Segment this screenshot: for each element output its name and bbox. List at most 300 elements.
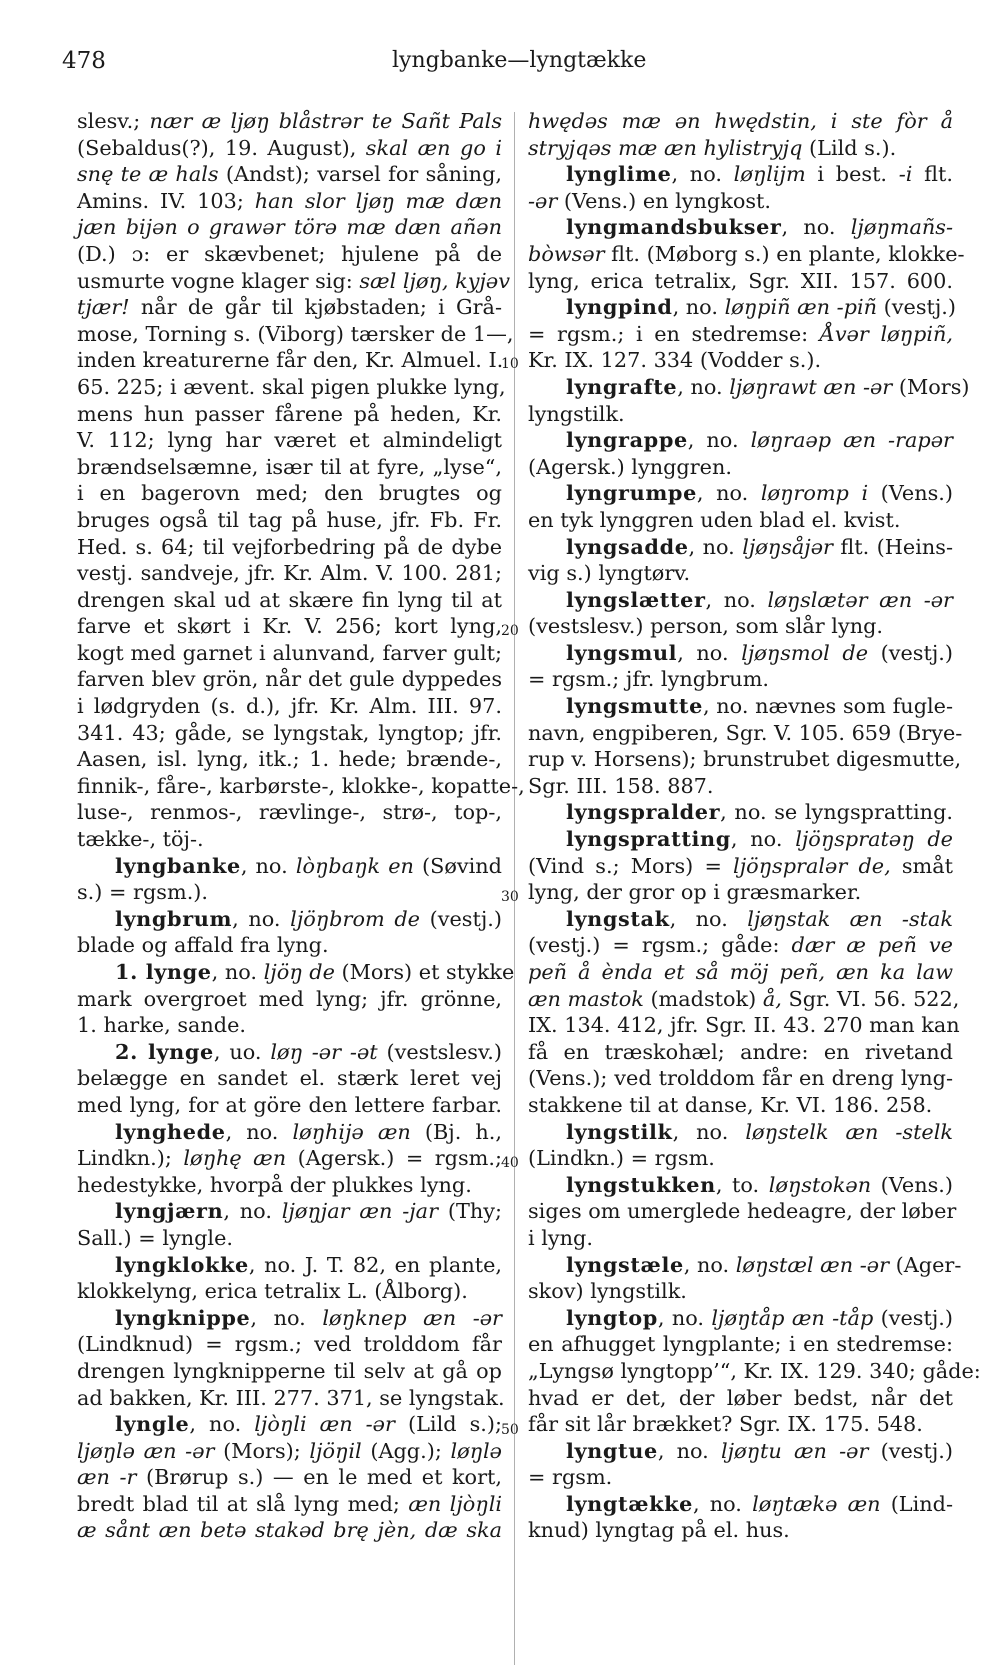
text-line [77,560,502,587]
text-line [77,773,525,800]
pronunciation-text: han slor ljøŋ mæ dæn [254,188,502,213]
pronunciation-text: snę te æ hals [77,162,219,187]
body-text: lyng, der gror op i græsmarker. [528,880,862,905]
text-line [528,1198,957,1225]
body-text: knud) lyngtag på el. hus. [528,1518,790,1543]
body-text: finnik-, fåre-, karbørste-, klokke-, kopatte-, [77,773,525,798]
body-text: , no. [211,960,264,984]
body-text: bredt blad til at slå lyng med; [77,1491,409,1516]
body-text: (Bj. h., [410,1119,503,1144]
pronunciation-text: løŋlijm [733,162,806,187]
body-text: (madstok) [643,986,763,1011]
body-text: i lødgryden (s. d.), jfr. Kr. Alm. III. 97. [77,694,502,719]
body-text: i best. [805,162,899,187]
entry-first-line [528,214,953,241]
text-line [528,1065,953,1092]
text-line [528,135,953,162]
pronunciation-text: lòŋbaŋk en [295,853,414,878]
body-text: , no. [657,1438,721,1463]
text-line [77,214,502,241]
headword: lyngsadde [566,533,689,559]
pronunciation-text: ljøŋsmol de [741,640,869,665]
body-text: , no. [687,428,751,453]
body-text: , no. [657,1305,712,1330]
text-line [528,1092,953,1119]
headword: lyngslætter [566,586,706,612]
text-line [77,1278,502,1305]
entry-first-line [77,906,502,933]
text-line [77,268,510,295]
pronunciation-text: -ər [528,188,558,213]
text-line [528,773,953,800]
text-line [528,1464,953,1491]
pronunciation-text: æ sånt æn betə stakəd brę jèn, dæ ska [77,1518,502,1543]
text-line [77,640,502,667]
body-text: V. 112; lyng har været et almindeligt [77,428,502,453]
body-text: (Vens.); ved trolddom får en dreng lyng- [528,1066,953,1091]
pronunciation-text: peñ å ènda et så möj peñ, æn ka law [528,960,953,984]
body-text: , no. [696,481,761,506]
text-line [528,321,953,348]
body-text: (vestslesv.) [377,1039,502,1064]
text-line [528,666,953,693]
entry-first-line [77,1198,502,1225]
body-text: (Agg.); [361,1438,451,1463]
text-line [528,1517,953,1544]
entry-first-line [528,1119,953,1146]
text-line [77,374,506,401]
headword: lyngsmutte [566,693,703,719]
body-text: Aasen, isl. lyng, itk.; 1. hede; brænde-, [77,747,502,772]
headword: lyngle [115,1411,190,1437]
pronunciation-text: løŋlə [450,1438,502,1463]
text-line [77,746,502,773]
body-text: , no. [677,374,730,399]
headword: lyngstæle [566,1251,684,1277]
pronunciation-text: løŋhę æn [183,1146,287,1171]
body-text: Sall.) = lyngle. [77,1225,233,1250]
text-line [77,666,502,693]
body-text: , no. [705,587,768,612]
text-line [77,188,502,215]
pronunciation-text: løŋpiñ æn -piñ [724,295,878,320]
text-line [528,1145,953,1172]
text-line [528,959,953,986]
pronunciation-text: skal æn go i [365,135,502,160]
body-text: mens hun passer fårene på heden, Kr. [77,401,502,426]
pronunciation-text: hwędəs mæ ən hwędstin, i ste fòr å [528,109,953,133]
entry-first-line [528,427,953,454]
headword: lyngknippe [115,1304,251,1330]
body-text: hedestykke, hvorpå der plukkes lyng. [77,1172,472,1197]
body-text: Hed. s. 64; til vejforbedring på de dybe [77,534,502,559]
body-text: , no. J. T. 82, en plante, [248,1252,502,1277]
body-text: flt. (Møborg s.) en plante, klokke- [604,241,965,266]
entry-first-line [77,1119,502,1146]
text-line [77,1331,502,1358]
body-text: belægge en sandet el. stærk leret vej [77,1066,502,1091]
headword: lyngmandsbukser [566,214,782,240]
entry-first-line [528,640,953,667]
body-text: i en bagerovn med; den brugtes og [77,481,502,506]
text-line [528,347,953,374]
pronunciation-text: løŋromp i [760,481,869,506]
entry-first-line [528,161,953,188]
pronunciation-text: -i [898,162,913,187]
pronunciation-text: løŋknep æn -ər [322,1305,502,1330]
body-text: (Lind- [880,1491,954,1516]
text-line [528,932,953,959]
text-line [528,241,965,268]
body-text: (Søvind [413,853,502,878]
body-text: når de går til kjøbstaden; i Grå- [129,295,502,320]
pronunciation-text: nær æ ljøŋ blåstrər te Sañt Pals [149,109,502,133]
pronunciation-text: løŋstæl æn -ər [735,1252,890,1277]
body-text: , uo. [213,1039,271,1064]
body-text: blade og affald fra lyng. [77,933,329,958]
text-line [528,1039,953,1066]
body-text: (Vens.) en lyngkost. [557,188,772,213]
body-text: småt [890,853,953,878]
text-line [77,720,502,747]
body-text: , no. [730,827,796,852]
body-text: (vestj.) [877,295,957,320]
body-text: vestj. sandveje, jfr. Kr. Alm. V. 100. 281; [77,561,502,586]
body-text: , no. [232,906,291,931]
text-line [528,454,953,481]
entry-first-line [528,906,953,933]
text-line [77,932,502,959]
headword: lyngtække [566,1490,693,1516]
text-line [77,534,502,561]
text-line [77,587,502,614]
body-text: , no. [672,1119,746,1144]
text-line [528,613,953,640]
headword: lyngrappe [566,427,688,453]
pronunciation-text: løŋ -ər -ət [270,1039,378,1064]
pronunciation-text: ljòŋli æn -ər [254,1412,395,1437]
pronunciation-text: ljøŋsåjər [742,534,833,559]
pronunciation-text: Åvər løŋpiñ, [819,321,953,346]
body-text: (Lindkn.) = rgsm. [528,1146,715,1171]
text-line [77,1172,502,1199]
line-number: 20 [501,623,519,639]
pronunciation-text: bòwsər [528,241,605,266]
body-text: (Vens.) [871,1172,953,1197]
body-text: „Lyngsø lyngtopp’“, Kr. IX. 129. 340; gåde: [528,1358,981,1383]
body-text: en afhugget lyngplante; i en stedremse: [528,1332,953,1357]
body-text: (Brørup s.) — en le med et kort, [136,1465,502,1490]
entry-first-line [77,853,502,880]
text-line [528,1385,953,1412]
body-text: navn, engpiberen, Sgr. V. 105. 659 (Brye- [528,720,963,745]
text-line [528,401,953,428]
body-text: (vestj.) [868,640,954,665]
text-line [77,241,502,268]
pronunciation-text: ljøŋstak æn -stak [747,906,953,931]
entry-first-line [528,1491,953,1518]
entry-first-line [528,534,953,561]
headword: lyngtue [566,1437,658,1463]
body-text: , no. [672,295,725,320]
body-text: skov) lyngstilk. [528,1279,687,1304]
entry-first-line [528,1172,953,1199]
pronunciation-text: løŋstelk æn -stelk [745,1119,953,1144]
entry-first-line [77,959,515,986]
body-text: kogt med garnet i alunvand, farver gult; [77,640,502,665]
body-text: , no. [677,640,742,665]
text-line [77,1065,502,1092]
body-text: Sgr. III. 158. 887. [528,773,714,798]
entry-first-line [528,1251,962,1279]
entry-first-line [528,799,953,826]
text-line [77,1464,502,1491]
body-text: vig s.) lyngtørv. [528,561,691,586]
text-line [528,268,953,295]
body-text: luse-, renmos-, rævlinge-, strø-, top-, [77,800,502,825]
headword: 2. lynge [115,1038,214,1064]
text-line [77,1092,502,1119]
entry-first-line [77,1305,502,1332]
pronunciation-text: ljöŋspralər de, [733,853,891,878]
body-text: (Ager- [889,1252,962,1277]
entry-first-line [528,373,970,401]
body-text: (Andst); varsel for såning, [218,162,502,187]
entry-first-line [528,480,953,507]
text-line [77,1358,502,1385]
text-line [528,560,953,587]
text-line [77,454,502,481]
text-line [77,321,514,348]
pronunciation-text: løŋslætər æn -ər [767,587,953,612]
text-line [77,613,502,640]
entry-first-line [528,294,957,321]
pronunciation-text: tjær! [77,295,130,320]
body-text: 65. 225; i ævent. skal pigen plukke lyng, [77,374,506,399]
body-text: drengen lyngknipperne til selv at gå op [77,1358,502,1383]
text-line [528,188,953,215]
pronunciation-text: løŋstokən [768,1172,872,1197]
text-line [77,986,502,1013]
text-line [77,1491,502,1518]
body-text: (Vind s.; Mors) = [528,853,734,878]
entry-first-line [77,1252,502,1279]
body-text: , no. [250,1305,323,1330]
headword: lyngpind [566,294,673,320]
page-number: 478 [62,48,106,74]
pronunciation-text: å, [762,986,782,1011]
right-column [528,108,981,1544]
text-line [77,427,502,454]
entry-first-line [528,826,953,853]
pronunciation-text: æn mastok [528,986,644,1011]
line-number: 40 [501,1155,519,1171]
body-text: (Sebaldus(?), 19. August), [77,135,366,160]
body-text: s.) = rgsm.). [77,880,209,905]
headword: lynghede [115,1118,226,1144]
text-line [77,1438,502,1465]
headword: lyngstak [566,905,670,931]
body-text: farve et skørt i Kr. V. 256; kort lyng, [77,614,502,639]
body-text: mark overgroet med lyng; jfr. grönne, [77,986,502,1011]
body-text: = rgsm.; jfr. lyngbrum. [528,667,770,692]
entry-first-line [528,1305,953,1332]
text-line [77,826,502,853]
body-text: tække-, töj-. [77,827,204,852]
body-text: Kr. IX. 127. 334 (Vodder s.). [528,348,822,373]
entry-first-line [77,1411,502,1438]
text-line [77,294,502,321]
body-text: , no. [683,1252,736,1277]
body-text: (vestj.) [873,1305,954,1330]
body-text: hvad er det, der løber bedst, når det [528,1385,953,1410]
body-text: (Lild s.). [802,135,897,160]
text-line [77,693,502,720]
line-number: 50 [501,1422,519,1438]
body-text: (Mors); [214,1438,310,1463]
entry-first-line [77,1039,502,1066]
body-text: , no. [781,215,851,240]
pronunciation-text: æn -r [77,1465,137,1490]
pronunciation-text: sæl ljøŋ, kyjəv [359,268,510,293]
text-line [77,507,502,534]
pronunciation-text: løŋtækə æn [752,1491,881,1516]
pronunciation-text: stryjqəs mæ æn hylistryjq [528,135,803,160]
body-text: (Mors) [892,374,970,399]
body-text: bruges også til tag på huse, jfr. Fb. Fr. [77,507,502,532]
text-line [77,1517,502,1544]
headword: lyngjærn [115,1198,224,1224]
body-text: (vestslesv.) person, som slår lyng. [528,614,884,639]
body-text: = rgsm. [528,1465,613,1490]
body-text: mose, Torning s. (Viborg) tærsker de 1—, [77,321,514,346]
body-text: rup v. Horsens); brunstrubet digesmutte, [528,747,962,772]
headword: lyngspralder [566,799,721,825]
body-text: , no. [223,1199,282,1224]
body-text: slesv.; [77,109,150,133]
body-text: (Lindknud) = rgsm.; ved trolddom får [77,1332,502,1357]
headword: lyngrafte [566,373,678,399]
body-text: stakkene til at danse, Kr. VI. 186. 258. [528,1092,933,1117]
headword: lynglime [566,161,672,187]
body-text: 341. 43; gåde, se lyngstak, lyngtop; jfr. [77,720,502,745]
text-line [528,720,963,747]
line-number: 10 [501,356,519,372]
pronunciation-text: ljøŋlə æn -ər [77,1438,215,1463]
text-line [77,1145,502,1172]
text-line [77,879,502,906]
pronunciation-text: ljøŋjar æn -jar [281,1199,439,1224]
body-text: får sit lår brækket? Sgr. IX. 175. 548. [528,1412,923,1437]
body-text: , no. [692,1491,753,1516]
text-line [77,1225,502,1252]
body-text: , to. [715,1172,769,1197]
text-line [77,161,502,188]
pronunciation-text: ljöŋil [309,1438,362,1463]
body-text: , no. se lyngspratting. [720,800,953,825]
text-line [528,108,953,135]
headword: lyngklokke [115,1251,249,1277]
text-line [528,507,953,534]
body-text: flt. (Heins- [832,534,953,559]
text-line [77,108,502,135]
pronunciation-text: løŋhijə æn [292,1119,411,1144]
body-text: Amins. IV. 103; [77,188,255,213]
body-text: , no. [669,906,748,931]
line-number: 30 [501,889,519,905]
headword: lyngstilk [566,1118,673,1144]
body-text: (Lild s.); [394,1412,502,1437]
body-text: (Agersk.) lynggren. [528,454,732,479]
body-text: ad bakken, Kr. III. 277. 371, se lyngstak. [77,1385,505,1410]
headword: lyngrumpe [566,480,697,506]
text-line [528,853,953,880]
body-text: (vestj.) = rgsm.; gåde: [528,933,792,958]
text-line [528,1012,960,1039]
pronunciation-text: ljøŋrawt æn -ər [729,374,893,399]
body-text: siges om umerglede hedeagre, der løber [528,1199,957,1224]
body-text: (Vens.) [868,481,953,506]
headword: lyngbrum [115,905,233,931]
pronunciation-text: ljöŋbrom de [290,906,420,931]
text-line [77,480,502,507]
body-text: (vestj.) [868,1438,953,1463]
pronunciation-text: ljøŋtu æn -ər [721,1438,869,1463]
body-text: Lindkn.); [77,1146,184,1171]
pronunciation-text: ljøŋmañs- [850,215,953,240]
body-text: flt. [912,162,953,187]
body-text: inden kreaturerne får den, Kr. Almuel. I. [77,348,504,373]
pronunciation-text: løŋraəp æn -rapər [750,428,953,453]
pronunciation-text: jæn bijən o grawər törə mæ dæn añən [77,215,502,240]
body-text: drengen skal ud at skære fin lyng til at [77,587,502,612]
page-header [62,48,950,88]
body-text: brændselsæmne, især til at fyre, „lyse“, [77,454,502,479]
pronunciation-text: dær æ peñ ve [791,933,953,958]
headword: 1. lynge [115,959,212,984]
text-line [528,1411,953,1438]
pronunciation-text: ljøŋtåp æn -tåp [711,1305,874,1330]
body-text: , no. nævnes som fugle- [702,694,953,719]
body-text: , no. [189,1412,255,1437]
text-line [77,799,502,826]
pronunciation-text: æn ljòŋli [408,1491,502,1516]
text-line [77,1012,502,1039]
body-text: i lyng. [528,1225,593,1250]
body-text: (D.) ɔ: er skævbenet; hjulene på de [77,241,502,266]
pronunciation-text: ljöŋspratəŋ de [795,827,953,852]
text-line [528,986,960,1013]
headword: lyngsmul [566,639,678,665]
text-line [528,746,962,773]
text-line [77,135,502,162]
body-text: 1. harke, sande. [77,1013,247,1038]
headword: lyngbanke [115,852,241,878]
body-text: IX. 134. 412, jfr. Sgr. II. 43. 270 man kan [528,1013,960,1038]
body-text: få en træskohæl; andre: en rivetand [528,1039,953,1064]
body-text: (Thy; [438,1199,502,1224]
body-text: klokkelyng, erica tetralix L. (Ålborg). [77,1279,468,1304]
text-line [528,1278,953,1305]
body-text: (Mors) et stykke [334,960,515,984]
body-text: lyngstilk. [528,401,625,426]
pronunciation-text: ljöŋ de [263,960,335,984]
text-line [528,1358,981,1385]
body-text: (vestj.) [419,906,502,931]
body-text: usmurte vogne klager sig: [77,268,360,293]
text-line [528,1331,953,1358]
body-text: , no. [240,853,296,878]
